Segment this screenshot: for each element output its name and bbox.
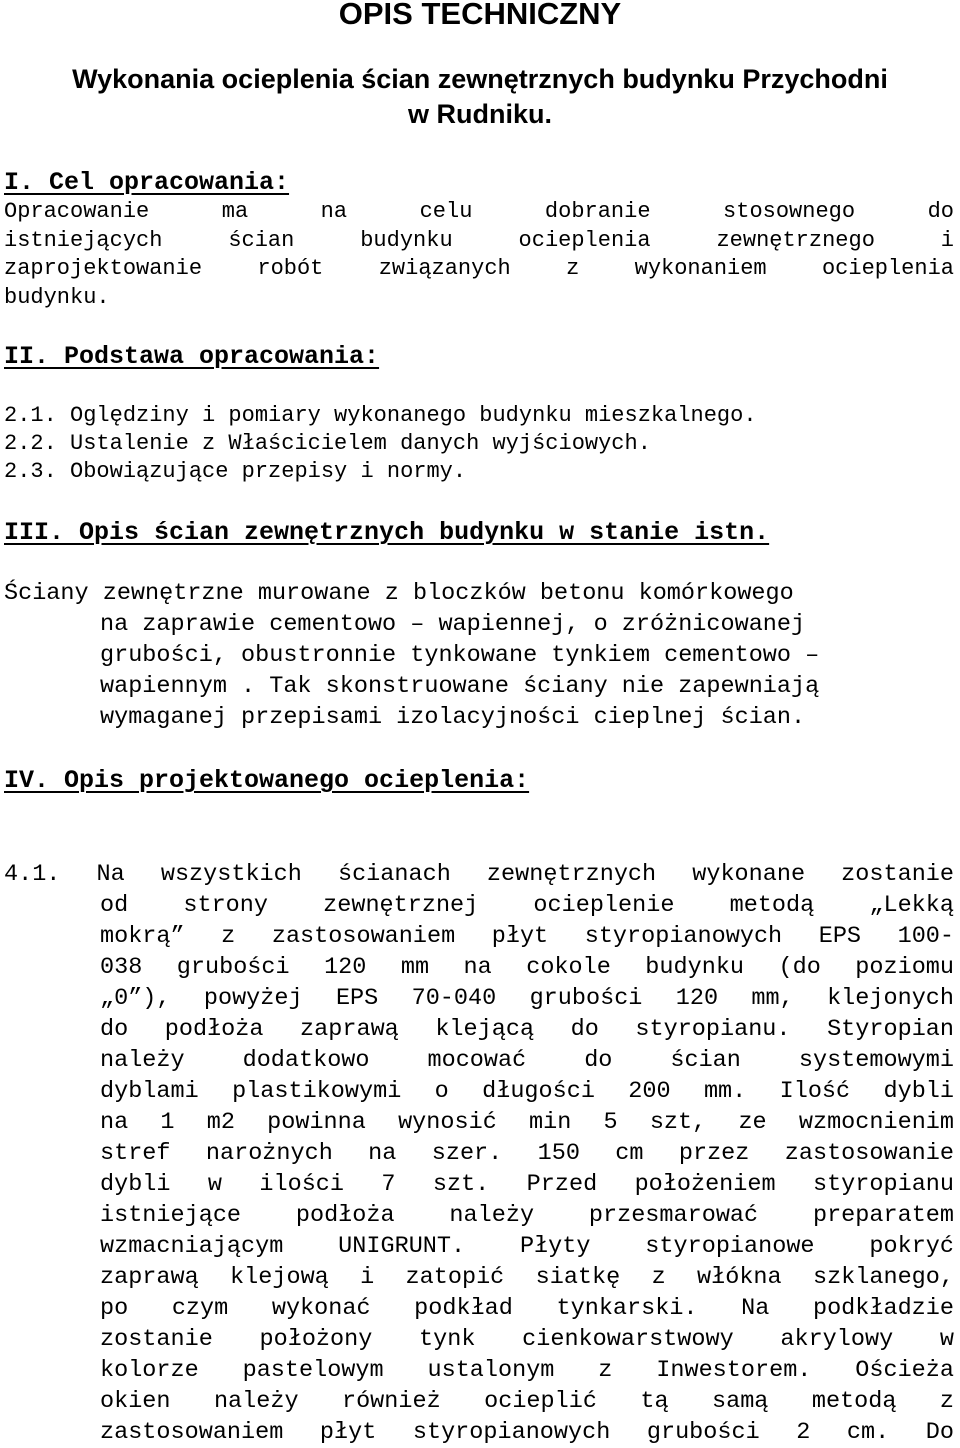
- paragraph-line: grubości, obustronnie tynkowane tynkiem cementowo –: [100, 642, 820, 669]
- document-subtitle: [0, 62, 960, 132]
- list-item: 2.2. Ustalenie z Właścicielem danych wyjściowych.: [4, 431, 651, 456]
- list-item: 2.3. Obowiązujące przepisy i normy.: [4, 459, 467, 484]
- paragraph-line: wapiennym . Tak skonstruowane ściany nie zapewniają: [100, 673, 820, 700]
- paragraph-line: stref narożnych na szer. 150 cm przez zastosowanie: [100, 1140, 954, 1167]
- paragraph-line: do podłoża zaprawą klejącą do styropianu. Styropian: [100, 1016, 954, 1043]
- section-2-heading: II. Podstawa opracowania:: [4, 342, 380, 371]
- paragraph-line: mokrą” z zastosowaniem płyt styropianowych EPS 100-: [100, 923, 954, 950]
- section-4-heading: IV. Opis projektowanego ocieplenia:: [4, 766, 530, 795]
- list-item: 2.1. Oględziny i pomiary wykonanego budynku mieszkalnego.: [4, 403, 757, 428]
- paragraph-line: dyblami plastikowymi o długości 200 mm. Ilość dybli: [100, 1078, 954, 1105]
- paragraph-line: po czym wykonać podkład tynkarski. Na podkładzie: [100, 1295, 954, 1322]
- paragraph-line: 038 grubości 120 mm na cokole budynku (do poziomu: [100, 954, 954, 981]
- paragraph-line: okien należy również ocieplić tą samą metodą z: [100, 1388, 954, 1415]
- paragraph-line: dybli w ilości 7 szt. Przed położeniem styropianu: [100, 1171, 954, 1198]
- paragraph-line: istniejące podłoża należy przesmarować preparatem: [100, 1202, 954, 1229]
- subtitle-line-1: Wykonania ocieplenia ścian zewnętrznych budynku Przychodni: [72, 64, 888, 94]
- section-1-heading: I. Cel opracowania:: [4, 168, 290, 197]
- paragraph-line: zaprawą klejową i zatopić siatkę z włókna szklanego,: [100, 1264, 954, 1291]
- paragraph-line: Opracowanie ma na celu dobranie stosownego do: [4, 199, 954, 224]
- paragraph-line: wymaganej przepisami izolacyjności cieplnej ścian.: [100, 704, 806, 731]
- paragraph-line: Ściany zewnętrzne murowane z bloczków betonu komórkowego: [4, 580, 794, 607]
- paragraph-line: kolorze pastelowym ustalonym z Inwestorem. Ościeża: [100, 1357, 954, 1384]
- paragraph-line: od strony zewnętrznej ocieplenie metodą „Lekką: [100, 892, 954, 919]
- subtitle-line-2: w Rudniku.: [408, 99, 552, 129]
- paragraph-line: na zaprawie cementowo – wapiennej, o zróżnicowanej: [100, 611, 806, 638]
- paragraph-line: należy dodatkowo mocować do ścian systemowymi: [100, 1047, 954, 1074]
- paragraph-line: „0”), powyżej EPS 70-040 grubości 120 mm, klejonych: [100, 985, 954, 1012]
- paragraph-line: budynku.: [4, 284, 110, 310]
- paragraph-line: wzmacniającym UNIGRUNT. Płyty styropianowe pokryć: [100, 1233, 954, 1260]
- document-title: OPIS TECHNICZNY: [338, 0, 622, 31]
- paragraph-line: na 1 m2 powinna wynosić min 5 szt, ze wzmocnienim: [100, 1109, 954, 1136]
- section-3-heading: III. Opis ścian zewnętrznych budynku w stanie istn.: [4, 518, 770, 547]
- paragraph-line: zastosowaniem płyt styropianowych grubości 2 cm. Do: [100, 1419, 954, 1446]
- paragraph-line: zaprojektowanie robót związanych z wykonaniem ocieplenia: [4, 256, 954, 282]
- paragraph-line: 4.1. Na wszystkich ścianach zewnętrznych wykonane zostanie: [4, 861, 954, 888]
- paragraph-line: istniejących ścian budynku ocieplenia zewnętrznego i: [4, 227, 954, 253]
- paragraph-line: zostanie położony tynk cienkowarstwowy akrylowy w: [100, 1326, 954, 1353]
